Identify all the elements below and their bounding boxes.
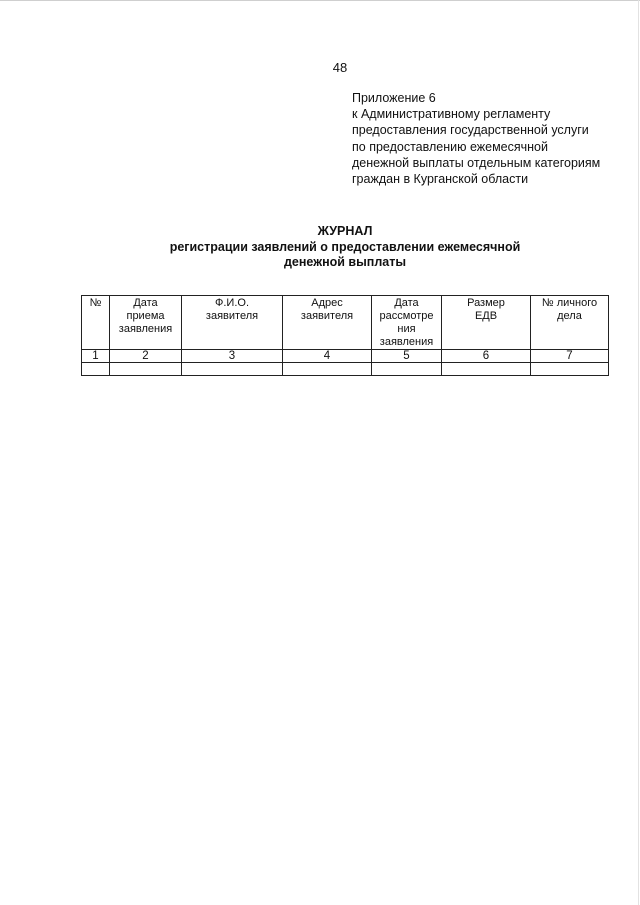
column-number-cell: 4: [283, 350, 372, 363]
table-cell: [110, 363, 182, 376]
table-cell: [182, 363, 283, 376]
appendix-line: по предоставлению ежемесячной: [352, 139, 548, 154]
journal-title: ЖУРНАЛ: [317, 224, 373, 238]
appendix-line: граждан в Курганской области: [352, 172, 529, 187]
header-edv-amount: Размер ЕДВ: [442, 296, 531, 350]
header-number: №: [82, 296, 110, 350]
journal-heading: [0, 224, 640, 271]
appendix-block: [352, 90, 627, 187]
table-cell: [82, 363, 110, 376]
journal-subtitle-line: денежной выплаты: [283, 255, 407, 269]
journal-subtitle-line: регистрации заявлений о предоставлении ежемесячной: [169, 239, 521, 254]
table-cell: [531, 363, 609, 376]
table-cell: [442, 363, 531, 376]
header-receipt-date: Дата приема заявления: [110, 296, 182, 350]
appendix-line: предоставления государственной услуги: [352, 123, 589, 138]
column-number-cell: 2: [110, 350, 182, 363]
column-number-cell: 3: [182, 350, 283, 363]
column-number-cell: 1: [82, 350, 110, 363]
table-cell: [372, 363, 442, 376]
header-applicant-name: Ф.И.О. заявителя: [182, 296, 283, 350]
column-number-cell: 6: [442, 350, 531, 363]
appendix-line: денежной выплаты отдельным категориям: [352, 155, 601, 170]
appendix-line: Приложение 6: [352, 91, 436, 105]
scan-border-right: [638, 0, 639, 905]
column-number-cell: 7: [531, 350, 609, 363]
header-applicant-address: Адрес заявителя: [283, 296, 372, 350]
column-number-row: [82, 350, 609, 363]
appendix-line: к Административному регламенту: [352, 107, 551, 122]
scan-border-top: [0, 0, 640, 1]
column-number-cell: 5: [372, 350, 442, 363]
header-personal-file-number: № личного дела: [531, 296, 609, 350]
header-review-date: Дата рассмотре ния заявления: [372, 296, 442, 350]
page-number: 48: [332, 60, 348, 75]
table-row: [82, 363, 609, 376]
journal-table: [81, 295, 609, 376]
table-cell: [283, 363, 372, 376]
table-header-row: [82, 296, 609, 350]
